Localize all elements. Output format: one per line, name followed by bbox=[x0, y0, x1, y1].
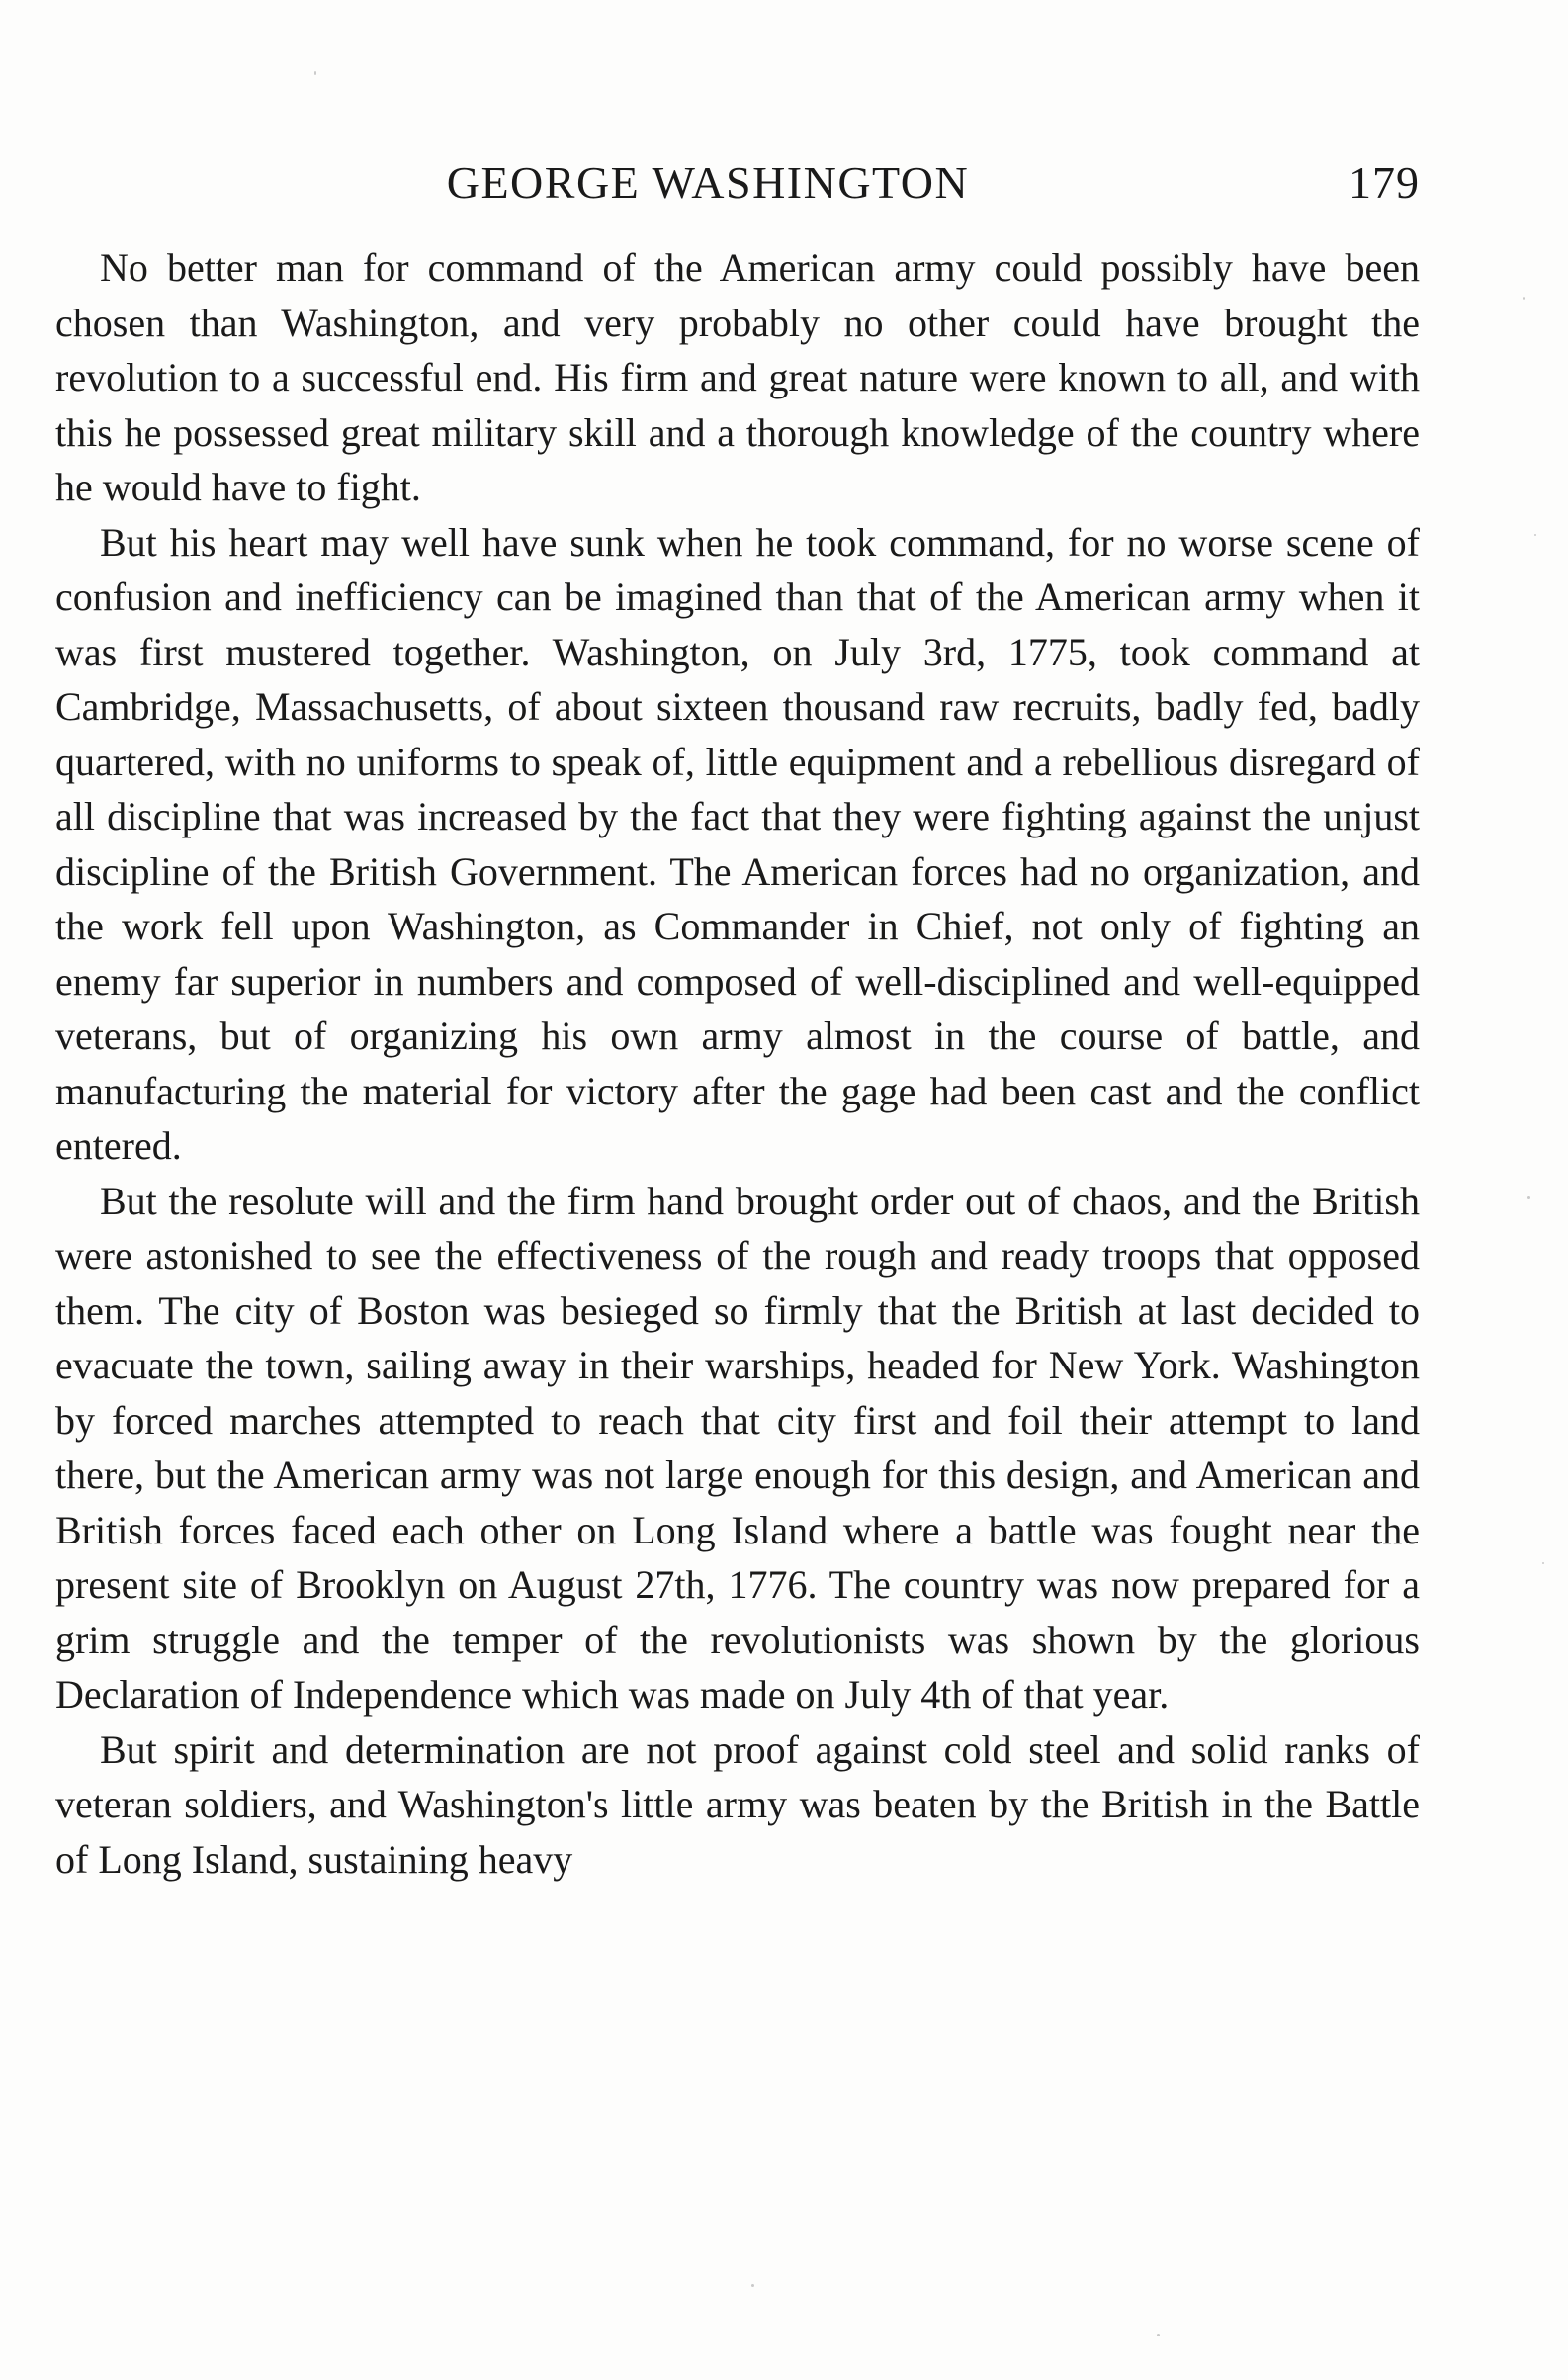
body-text bbox=[55, 240, 1420, 1887]
scan-speck bbox=[751, 2284, 754, 2287]
paragraph-2: But his heart may well have sunk when he took command, for no worse scene of confusion and inefficiency can be imagined than that of the American army when it was first mustered together. Washington, on July 3rd, 1775, took command at Cambridge, Massachusetts, of about sixteen thousand raw recruits, badly fed, badly quartered, with no uniforms to speak of, little equipment and a rebellious disregard of all discipline that was increased by the fact that they were fighting against the unjust discipline of the British Government. The American forces had no organization, and the work fell upon Washington, as Commander in Chief, not only of fighting an enemy far superior in numbers and composed of well-disciplined and well-equipped veterans, but of organizing his own army almost in the course of battle, and manufacturing the material for victory after the gage had been cast and the conflict entered. bbox=[55, 519, 1420, 1168]
paragraph-1: No better man for command of the American army could possibly have been chosen than Washington, and very probably no other could have brought the revolution to a successful end. His firm and great nature were known to all, and with this he possessed great military skill and a thorough knowledge of the country where he would have to fight. bbox=[55, 245, 1420, 509]
paragraph-3: But the resolute will and the firm hand brought order out of chaos, and the British were astonished to see the effectiveness of the rough and ready troops that opposed them. The city of Boston was besieged so firmly that the British at last decided to evacuate the town, sailing away in their warships, headed for New York. Washington by forced marches attempted to reach that city first and foil their attempt to land there, but the American army was not large enough for this design, and American and British forces faced each other on Long Island where a battle was fought near the present site of Brooklyn on August 27th, 1776. The country was now prepared for a grim struggle and the temper of the revolutionists was shown by the glorious Declaration of Independence which was made on July 4th of that year. bbox=[55, 1178, 1420, 1717]
running-head: GEORGE WASHINGTON bbox=[446, 157, 970, 208]
scan-speck bbox=[314, 71, 316, 75]
page-number: 179 bbox=[1349, 157, 1420, 208]
scan-speck bbox=[1527, 1196, 1530, 1199]
scan-speck bbox=[1542, 1562, 1544, 1564]
scan-speck bbox=[1523, 297, 1525, 300]
page-header bbox=[55, 148, 1420, 218]
scan-speck bbox=[1157, 2334, 1160, 2336]
scan-speck bbox=[1534, 534, 1536, 536]
paragraph-4: But spirit and determination are not proof against cold steel and solid ranks of veteran soldiers, and Washington's little army was beaten by the British in the Battle of Long Island, sustaining heavy bbox=[55, 1726, 1420, 1882]
